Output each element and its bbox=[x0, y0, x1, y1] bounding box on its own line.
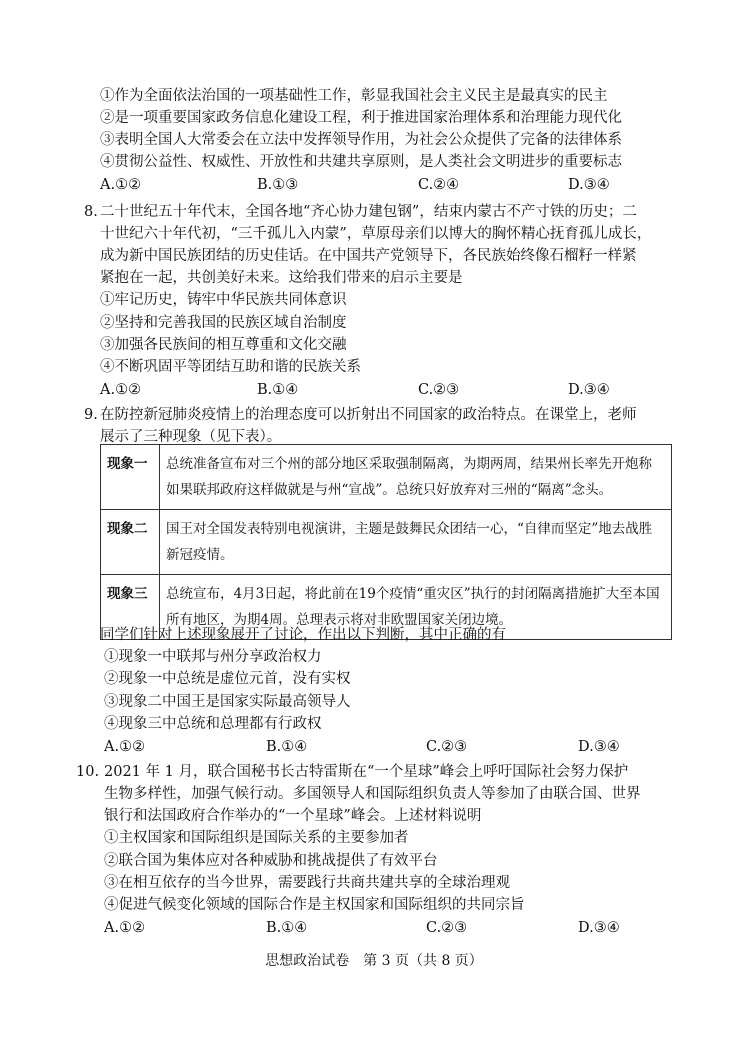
q10-item-4: ④促进气候变化领域的国际合作是主权国家和国际组织的共同宗旨 bbox=[104, 897, 525, 913]
q8-option-a: A.①② bbox=[100, 382, 142, 398]
q8-option-d: D.③④ bbox=[568, 382, 610, 398]
q9-option-a: A.①② bbox=[104, 739, 146, 755]
q9-item-2: ②现象一中总统是虚位元首，没有实权 bbox=[104, 671, 351, 687]
q8-stem-2: 十世纪六十年代初，“三千孤儿入内蒙”，草原母亲们以博大的胸怀精心抚育孤儿成长， bbox=[100, 226, 652, 242]
q10-option-c: C.②③ bbox=[426, 920, 468, 936]
q9-item-3: ③现象二中国王是国家实际最高领导人 bbox=[104, 694, 351, 710]
q9-option-b: B.①④ bbox=[266, 739, 308, 755]
q8-option-c: C.②③ bbox=[418, 382, 460, 398]
q8-item-2: ②坚持和完善我国的民族区域自治制度 bbox=[100, 315, 347, 331]
q9-stem-2: 展示了三种现象（见下表）。 bbox=[100, 429, 282, 445]
q7-item-3: ③表明全国人大常委会在立法中发挥领导作用，为社会公众提供了完备的法律体系 bbox=[100, 132, 622, 148]
q8-item-1: ①牢记历史，铸牢中华民族共同体意识 bbox=[100, 292, 347, 308]
q7-option-a: A.①② bbox=[100, 177, 142, 193]
q8-item-3: ③加强各民族间的相互尊重和文化交融 bbox=[100, 337, 347, 353]
q10-number: 10. bbox=[76, 764, 100, 780]
q7-item-2: ②是一项重要国家政务信息化建设工程，利于推进国家治理体系和治理能力现代化 bbox=[100, 110, 622, 126]
q7-item-1: ①作为全面依法治国的一项基础性工作，彰显我国社会主义民主是最真实的民主 bbox=[100, 88, 608, 104]
q9-item-1: ①现象一中联邦与州分享政治权力 bbox=[104, 649, 322, 665]
q7-option-c: C.②④ bbox=[418, 177, 460, 193]
q8-number: 8. bbox=[84, 204, 98, 220]
table-row bbox=[101, 445, 672, 510]
q9-item-4: ④现象三中总统和总理都有行政权 bbox=[104, 716, 322, 732]
q8-option-b: B.①④ bbox=[257, 382, 299, 398]
q9-option-c: C.②③ bbox=[426, 739, 468, 755]
q9-after: 同学们针对上述现象展开了讨论，作出以下判断，其中正确的有 bbox=[100, 627, 506, 643]
q10-stem-1: 2021 年 1 月，联合国秘书长古特雷斯在“一个星球”峰会上呼吁国际社会努力保护 bbox=[104, 764, 629, 780]
q10-option-b: B.①④ bbox=[266, 920, 308, 936]
q10-option-a: A.①② bbox=[104, 920, 146, 936]
q9-stem-1: 在防控新冠肺炎疫情上的治理态度可以折射出不同国家的政治特点。在课堂上，老师 bbox=[100, 407, 637, 423]
phenomenon-text: 总统准备宣布对三个州的部分地区采取强制隔离，为期两周，结果州长率先开炮称如果联邦政府这样做就是与州“宣战”。总统只好放弃对三州的“隔离”念头。 bbox=[160, 445, 672, 510]
q8-stem-1: 二十世纪五十年代末，全国各地“齐心协力建包钢”，结束内蒙古不产寸铁的历史；二 bbox=[100, 204, 637, 220]
q10-item-2: ②联合国为集体应对各种威胁和挑战提供了有效平台 bbox=[104, 853, 438, 869]
q8-item-4: ④不断巩固平等团结互助和谐的民族关系 bbox=[100, 359, 361, 375]
q8-stem-3: 成为新中国民族团结的历史佳话。在中国共产党领导下，各民族始终像石榴籽一样紧 bbox=[100, 248, 637, 264]
phenomenon-label: 现象二 bbox=[101, 510, 160, 575]
q9-option-d: D.③④ bbox=[578, 739, 620, 755]
q7-item-4: ④贯彻公益性、权威性、开放性和共建共享原则，是人类社会文明进步的重要标志 bbox=[100, 154, 622, 170]
phenomenon-text: 国王对全国发表特别电视演讲，主题是鼓舞民众团结一心，“自律而坚定”地去战胜新冠疫情。 bbox=[160, 510, 672, 575]
q10-item-1: ①主权国家和国际组织是国际关系的主要参加者 bbox=[104, 830, 409, 846]
q8-stem-4: 紧抱在一起，共创美好未来。这给我们带来的启示主要是 bbox=[100, 270, 463, 286]
q10-option-d: D.③④ bbox=[578, 920, 620, 936]
q10-stem-2: 生物多样性，加强气候行动。多国领导人和国际组织负责人等参加了由联合国、世界 bbox=[104, 786, 641, 802]
phenomenon-label: 现象三 bbox=[101, 575, 160, 640]
q7-option-d: D.③④ bbox=[568, 177, 610, 193]
phenomena-table bbox=[100, 444, 672, 640]
phenomenon-text: 总统宣布，4月3日起，将此前在19个疫情“重灾区”执行的封闭隔离措施扩大至本国所有地区，为期4周。总理表示将对非欧盟国家关闭边境。 bbox=[160, 575, 672, 640]
page-footer: 思想政治试卷 第 3 页（共 8 页） bbox=[265, 953, 483, 969]
q10-stem-3: 银行和法国政府合作举办的“一个星球”峰会。上述材料说明 bbox=[104, 808, 482, 824]
q9-number: 9. bbox=[84, 407, 98, 423]
q10-item-3: ③在相互依存的当今世界，需要践行共商共建共享的全球治理观 bbox=[104, 875, 510, 891]
table-row bbox=[101, 510, 672, 575]
phenomenon-label: 现象一 bbox=[101, 445, 160, 510]
q7-option-b: B.①③ bbox=[257, 177, 299, 193]
